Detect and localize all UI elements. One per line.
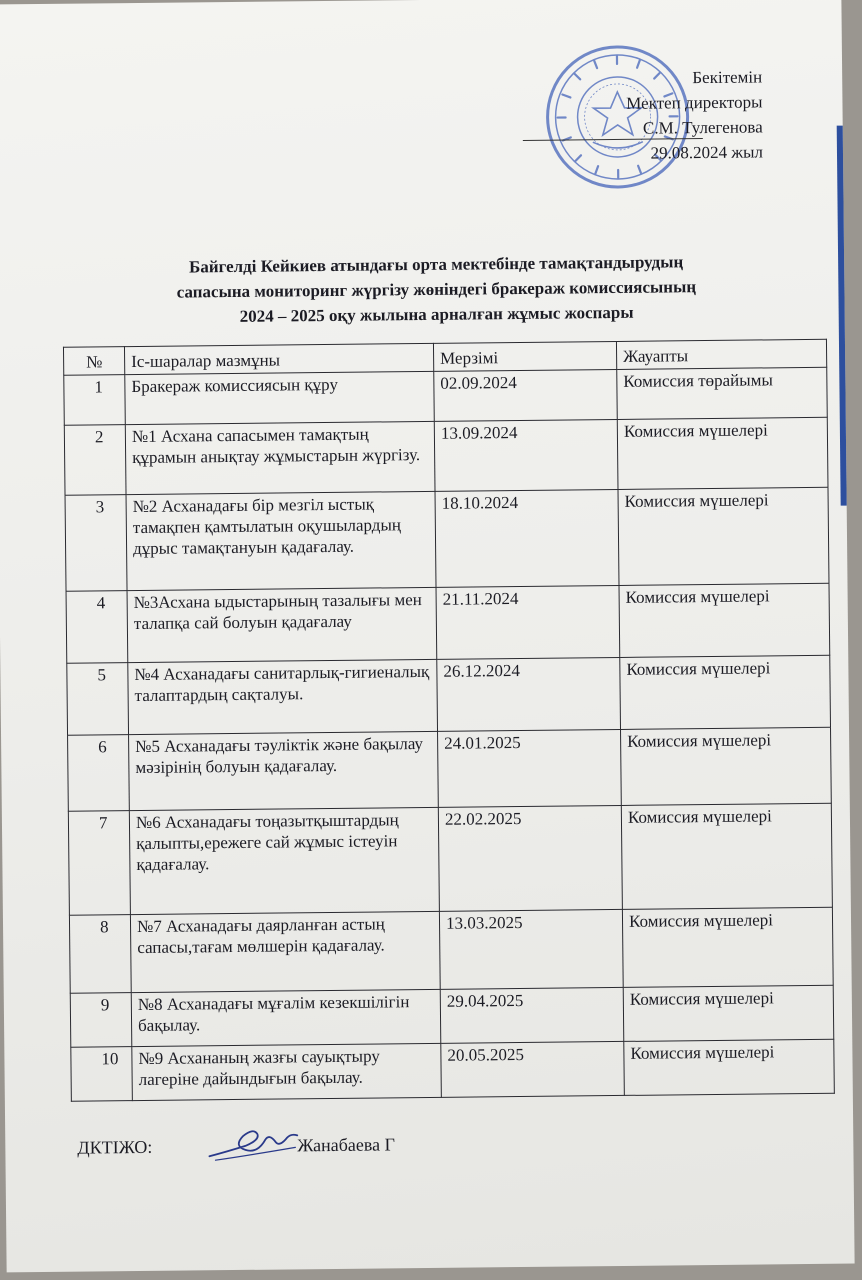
row-date: 21.11.2024 <box>436 585 620 659</box>
row-event: Бракераж комиссиясын құру <box>125 371 435 424</box>
row-date: 29.04.2025 <box>440 987 624 1043</box>
footer-role: ДКТІЖО: <box>77 1136 153 1158</box>
header-event: Іс-шаралар мазмұны <box>124 343 433 374</box>
row-responsible: Комиссия мүшелері <box>623 985 834 1041</box>
row-event: №5 Асханадағы тәуліктік және бақылау мәзірінің болуын қадағалау. <box>129 731 439 810</box>
row-date: 18.10.2024 <box>435 489 619 587</box>
title-line-3: 2024 – 2025 оқу жылына арналған жұмыс жоспары <box>239 302 634 326</box>
row-number: 9 <box>70 993 132 1048</box>
row-date: 22.02.2025 <box>438 805 622 911</box>
table-row <box>67 655 831 735</box>
table-row <box>64 367 827 425</box>
table-row <box>64 417 828 495</box>
row-responsible: Комиссия мүшелері <box>620 655 831 729</box>
row-event: №7 Асханадағы даярланған астың сапасы,тағам мөлшерін қадағалау. <box>130 911 440 992</box>
row-responsible: Комиссия төрайымы <box>617 367 828 419</box>
table-row <box>68 803 832 915</box>
row-number: 1 <box>64 375 126 426</box>
row-responsible: Комиссия мүшелері <box>622 907 833 987</box>
row-date: 13.09.2024 <box>434 419 618 491</box>
row-event: №1 Асхана сапасымен тамақтың құрамын анықтау жұмыстарын жүргізу. <box>125 421 435 494</box>
row-event: №3Асхана ыдыстарының тазалығы мен талапқа сай болуын қадағалау <box>127 587 437 662</box>
row-date: 13.03.2025 <box>439 909 623 989</box>
handwritten-signature-icon <box>205 1125 301 1166</box>
work-plan-table <box>63 339 835 1102</box>
row-event: №9 Асхананың жазғы сауықтыру лагеріне дайындығын бақылау. <box>132 1043 442 1100</box>
row-responsible: Комиссия мүшелері <box>617 417 828 489</box>
approval-line-position: Мектеп директоры <box>626 92 763 113</box>
row-responsible: Комиссия мүшелері <box>624 1039 835 1095</box>
document-title <box>76 248 797 331</box>
row-date: 24.01.2025 <box>438 729 622 807</box>
row-event: №8 Асханадағы мұғалім кезекшілігін бақылау. <box>131 989 441 1046</box>
header-number: № <box>63 347 124 376</box>
row-number: 10 <box>71 1047 133 1102</box>
header-date: Мерзімі <box>433 341 616 371</box>
table-row <box>70 985 834 1047</box>
table-row <box>66 583 830 663</box>
table-row <box>68 727 832 811</box>
footer-name: Жанабаева Г <box>297 1134 396 1156</box>
row-event: №4 Асханадағы санитарлық-гигиеналық талаптардың сақталуы. <box>128 659 438 734</box>
header-responsible: Жауапты <box>616 339 826 369</box>
row-event: №6 Асханадағы тоңазытқыштардың қалыпты,ережеге сай жұмыс істеуін қадағалау. <box>129 807 439 914</box>
approval-line-approve: Бекітемін <box>692 67 763 88</box>
table-row <box>65 487 829 591</box>
row-number: 8 <box>69 915 131 994</box>
row-responsible: Комиссия мүшелері <box>619 583 830 657</box>
blue-edge-decor <box>837 126 847 506</box>
row-responsible: Комиссия мүшелері <box>621 803 832 909</box>
row-number: 5 <box>67 663 129 736</box>
title-line-2: сапасына мониторинг жүргізу жөніндегі бракераж комиссиясының <box>176 277 697 302</box>
row-number: 3 <box>65 495 127 592</box>
row-event: №2 Асханадағы бір мезгіл ыстық тамақпен қамтылатын оқушылардың дұрыс тамақтануын қадағалау. <box>126 491 436 590</box>
table-row <box>69 907 833 993</box>
row-date: 02.09.2024 <box>434 369 618 421</box>
row-responsible: Комиссия мүшелері <box>618 487 829 585</box>
row-date: 20.05.2025 <box>441 1041 625 1097</box>
approval-block <box>626 64 763 165</box>
row-number: 2 <box>64 425 126 496</box>
approval-line-director-name: С.М. Тулегенова <box>642 117 763 138</box>
approval-line-date: 29.08.2024 жыл <box>650 142 764 163</box>
row-number: 6 <box>68 735 130 812</box>
row-number: 4 <box>66 591 128 664</box>
table-row <box>71 1039 835 1101</box>
row-date: 26.12.2024 <box>437 657 621 731</box>
row-responsible: Комиссия мүшелері <box>621 727 832 805</box>
row-number: 7 <box>68 811 130 916</box>
title-line-1: Байгелді Кейкиев атындағы орта мектебінде тамақтандырудың <box>188 252 684 277</box>
